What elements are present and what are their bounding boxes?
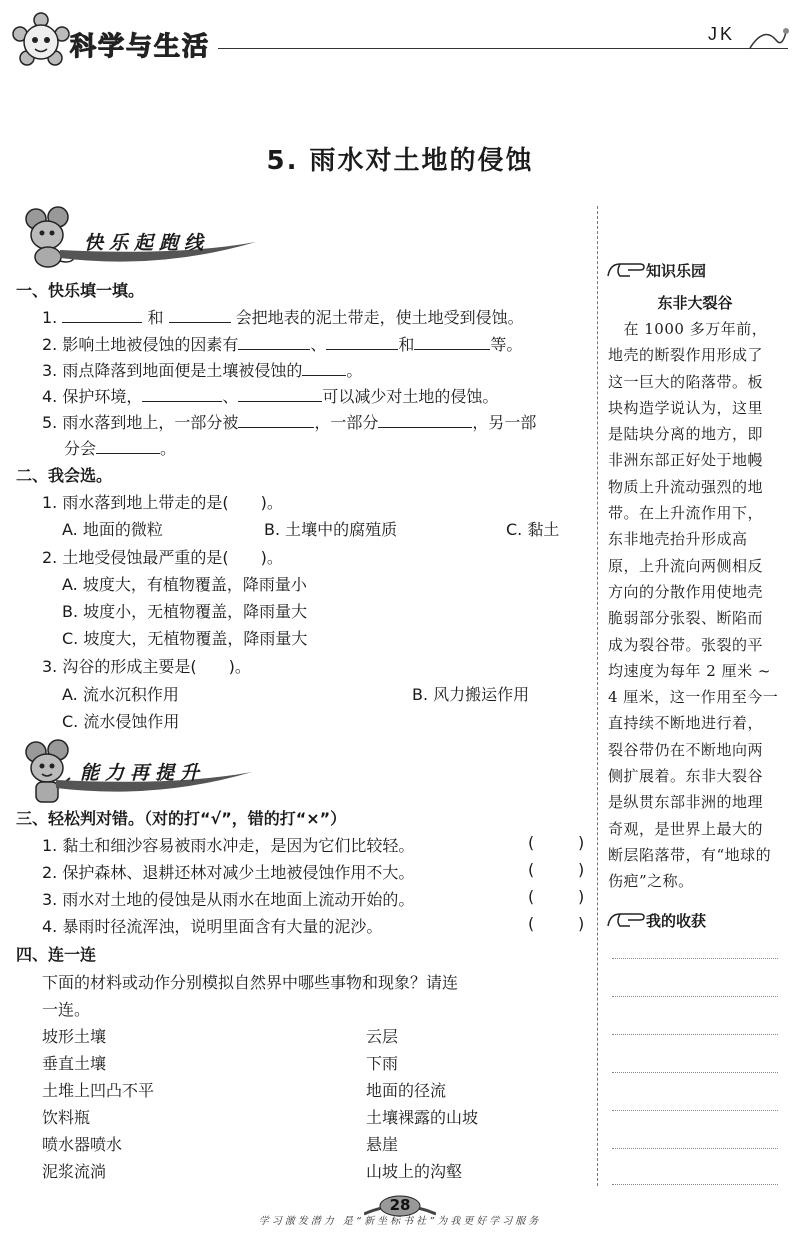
- part4-instruction-1: 下面的材料或动作分别模拟自然界中哪些事物和现象？请连: [42, 973, 459, 992]
- part2-q1-a[interactable]: A. 地面的微粒: [62, 520, 163, 539]
- part3-heading: 三、轻松判对错。（对的打“√”，错的打“×”）: [16, 809, 347, 828]
- q5-tail: ，另一部: [472, 413, 537, 432]
- match-right-item[interactable]: 悬崖: [366, 1135, 399, 1154]
- part2-q3-stem: 3. 沟谷的形成主要是( )。: [42, 657, 251, 676]
- answer-paren-3-open[interactable]: (: [528, 887, 535, 906]
- part2-q1-stem: 1. 雨水落到地上带走的是( )。: [42, 493, 283, 512]
- notes-line[interactable]: [612, 1072, 778, 1073]
- page-number: 28: [389, 1196, 411, 1214]
- match-left-item[interactable]: 坡形土壤: [42, 1027, 107, 1046]
- pointing-hand-icon: [606, 258, 646, 284]
- match-left-item[interactable]: 垂直土壤: [42, 1054, 107, 1073]
- part2-q2-b[interactable]: B. 坡度小，无植物覆盖，降雨量大: [62, 602, 308, 621]
- notes-line[interactable]: [612, 958, 778, 959]
- q5-blank-2[interactable]: [378, 413, 472, 428]
- article-line: 块构造学说认为，这里: [608, 398, 764, 417]
- article-line: 断层陷落带，有“地球的: [608, 845, 772, 864]
- article-line: 裂谷带仍在不断地向两: [608, 740, 764, 759]
- banner-title-1: 快乐起跑线: [84, 232, 210, 254]
- article-line: 侧扩展着。东非大裂谷: [608, 767, 764, 786]
- part2-q1-b[interactable]: B. 土壤中的腐殖质: [264, 520, 398, 539]
- pointing-hand-icon: [606, 908, 646, 934]
- q2-and: 和: [398, 335, 415, 354]
- part1-q4: [42, 384, 498, 407]
- q2-sep: 、: [310, 335, 327, 354]
- article-line: 脆弱部分张裂、断陷而: [608, 609, 764, 628]
- part3-item-3: 3. 雨水对土地的侵蚀是从雨水在地面上流动开始的。: [42, 890, 415, 909]
- article-title: 东非大裂谷: [657, 294, 733, 312]
- q2-text: 2. 影响土地被侵蚀的因素有: [42, 335, 239, 354]
- q5-text: 5. 雨水落到地上，一部分被: [42, 413, 239, 432]
- match-left-item[interactable]: 土堆上凹凸不平: [42, 1081, 155, 1100]
- q2-tail: 等。: [490, 335, 523, 354]
- q5-cont: 分会: [64, 439, 97, 458]
- article-line: 成为裂谷带。张裂的平: [608, 635, 764, 654]
- part1-q5-cont: [64, 436, 176, 459]
- q2-blank-3[interactable]: [414, 335, 490, 350]
- answer-paren-2-close[interactable]: ): [578, 860, 585, 879]
- header-code: JK: [708, 24, 736, 44]
- article-line: 在 1000 多万年前，: [608, 320, 768, 338]
- header-title: 科学与生活: [70, 32, 211, 62]
- header-rule: [218, 48, 788, 49]
- match-right-item[interactable]: 地面的径流: [366, 1081, 447, 1100]
- article-line: 是陆块分离的地方，即: [608, 425, 764, 444]
- q2-blank-2[interactable]: [326, 335, 398, 350]
- match-right-item[interactable]: 下雨: [366, 1054, 399, 1073]
- part1-heading: 一、快乐填一填。: [16, 281, 145, 300]
- q3-text: 3. 雨点降落到地面便是土壤被侵蚀的: [42, 361, 303, 380]
- part4-instruction-2: 一连。: [42, 1000, 91, 1019]
- answer-paren-3-close[interactable]: ): [578, 887, 585, 906]
- article-line: 地壳的断裂作用形成了: [608, 346, 764, 365]
- q5-mid: ，一部分: [314, 413, 379, 432]
- part1-q2: [42, 332, 522, 355]
- answer-paren-1-open[interactable]: (: [528, 833, 535, 852]
- q3-tail: 。: [346, 361, 363, 380]
- article-line: 原，上升流向两侧相反: [608, 556, 764, 575]
- article-line: 带。在上升流作用下，: [608, 504, 764, 523]
- banner-title-2: 能力再提升: [80, 762, 206, 784]
- article-line: 均速度为每年 2 厘米 ~: [608, 661, 771, 680]
- article-body: [608, 316, 792, 895]
- article-line: 方向的分散作用使地壳: [608, 582, 764, 601]
- answer-paren-1-close[interactable]: ): [578, 833, 585, 852]
- part2-q3-c[interactable]: C. 流水侵蚀作用: [62, 712, 180, 731]
- q3-blank[interactable]: [302, 361, 346, 376]
- q4-blank-2[interactable]: [238, 387, 322, 402]
- article-line: 东非地壳抬升形成高: [608, 530, 748, 549]
- article-line: 物质上升流动强烈的地: [608, 477, 764, 496]
- part1-q5: [42, 410, 536, 433]
- part1-q3: [42, 358, 362, 381]
- part2-q2-stem: 2. 土地受侵蚀最严重的是( )。: [42, 548, 283, 567]
- footer-slogan: 学习激发潜力 是“新坐标书社”为我更好学习服务: [258, 1216, 542, 1227]
- q1-blank-2[interactable]: [169, 308, 231, 323]
- part2-q2-a[interactable]: A. 坡度大，有植物覆盖，降雨量小: [62, 575, 307, 594]
- answer-paren-4-open[interactable]: (: [528, 914, 535, 933]
- q5-blank-1[interactable]: [238, 413, 314, 428]
- article-line: 4 厘米，这一作用至今一: [608, 688, 779, 707]
- match-left-item[interactable]: 饮料瓶: [42, 1108, 91, 1127]
- q5-blank-3[interactable]: [96, 439, 160, 454]
- notes-line[interactable]: [612, 1034, 778, 1035]
- knowledge-label: 知识乐园: [646, 262, 707, 280]
- part3-item-4: 4. 暴雨时径流浑浊，说明里面含有大量的泥沙。: [42, 917, 383, 936]
- q4-tail: 可以减少对土地的侵蚀。: [322, 387, 499, 406]
- part1-q1: [42, 305, 524, 328]
- q5-end: 。: [160, 439, 177, 458]
- q4-sep: 、: [222, 387, 239, 406]
- q4-blank-1[interactable]: [142, 387, 222, 402]
- notes-line[interactable]: [612, 1110, 778, 1111]
- q2-blank-1[interactable]: [238, 335, 310, 350]
- q1-text-tail: 会把地表的泥土带走，使土地受到侵蚀。: [235, 308, 524, 327]
- part2-q1-c[interactable]: C. 黏土: [506, 520, 560, 539]
- part2-q2-c[interactable]: C. 坡度大，无植物覆盖，降雨量大: [62, 629, 308, 648]
- match-right-item[interactable]: 山坡上的沟壑: [366, 1162, 463, 1181]
- notes-line[interactable]: [612, 996, 778, 997]
- part2-q3-b[interactable]: B. 风力搬运作用: [412, 685, 530, 704]
- article-line: 这一巨大的陷落带。板: [608, 372, 764, 391]
- q4-text: 4. 保护环境，: [42, 387, 143, 406]
- article-line: 奇观，是世界上最大的: [608, 819, 764, 838]
- mascot-logo-icon: [12, 12, 70, 70]
- article-line: 非洲东部正好处于地幔: [608, 451, 764, 470]
- lesson-title: 5. 雨水对土地的侵蚀: [266, 146, 534, 176]
- match-right-item[interactable]: 云层: [366, 1027, 399, 1046]
- answer-paren-4-close[interactable]: ): [578, 914, 585, 933]
- swirl-decoration-icon: [746, 22, 790, 60]
- match-left-item[interactable]: 泥浆流淌: [42, 1162, 107, 1181]
- q1-blank-1[interactable]: [62, 308, 142, 323]
- part3-item-2: 2. 保护森林、退耕还林对减少土地被侵蚀作用不大。: [42, 863, 415, 882]
- part3-item-1: 1. 黏土和细沙容易被雨水冲走，是因为它们比较轻。: [42, 836, 415, 855]
- notes-line[interactable]: [612, 1184, 778, 1185]
- harvest-label: 我的收获: [646, 912, 707, 930]
- q1-number: 1.: [42, 308, 58, 327]
- part4-heading: 四、连一连: [16, 945, 97, 964]
- article-line: 直持续不断地进行着，: [608, 714, 764, 733]
- answer-paren-2-open[interactable]: (: [528, 860, 535, 879]
- article-line: 伤疤”之称。: [608, 872, 694, 891]
- part2-q3-a[interactable]: A. 流水沉积作用: [62, 685, 179, 704]
- match-left-item[interactable]: 喷水器喷水: [42, 1135, 123, 1154]
- q1-text-and: 和: [147, 308, 164, 327]
- article-line: 是纵贯东部非洲的地理: [608, 793, 764, 812]
- column-divider: [597, 206, 598, 1186]
- part2-heading: 二、我会选。: [16, 466, 113, 485]
- notes-line[interactable]: [612, 1148, 778, 1149]
- match-right-item[interactable]: 土壤裸露的山坡: [366, 1108, 479, 1127]
